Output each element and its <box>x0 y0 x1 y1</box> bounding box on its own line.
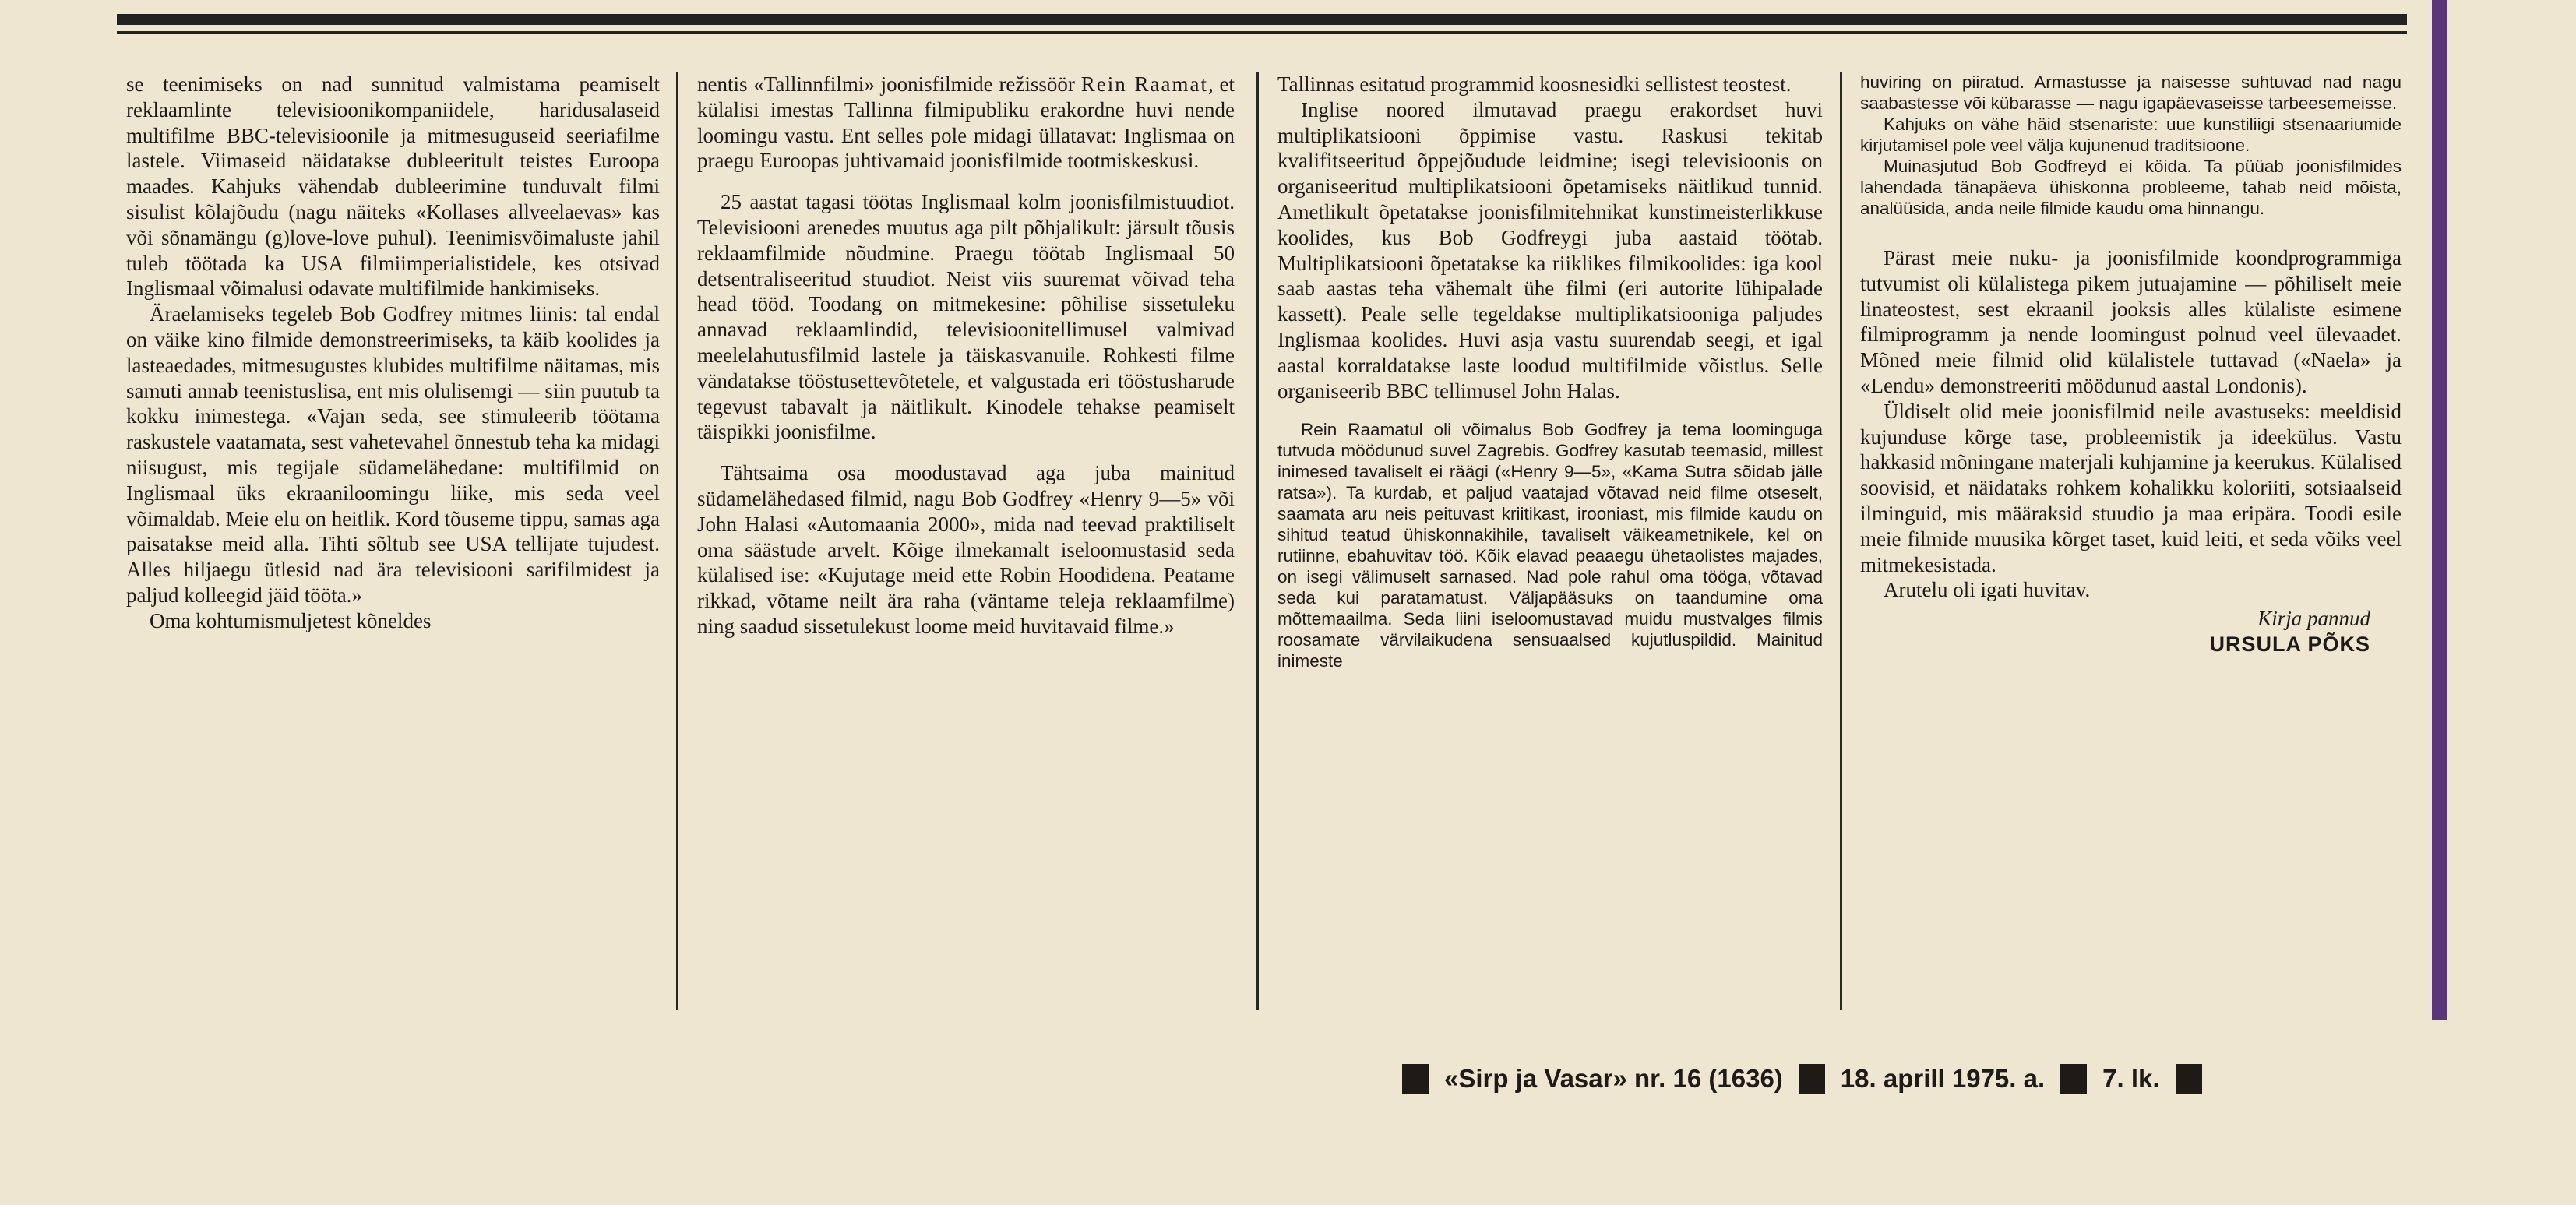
column-divider-1 <box>676 72 678 1010</box>
footer-block-marker <box>1799 1064 1825 1094</box>
col4-paragraph-3: Muinasjutud Bob Godfreyd ei köida. Ta püüab joonisfilmides lahendada tänapäeva ühiskonna probleeme, tahab neid mõista, analüüsida, anda neile filmide kaudu oma hinnangu. <box>1860 157 2402 218</box>
col1-paragraph-3: Oma kohtumismuljetest kõneldes <box>150 608 432 632</box>
column-2 <box>697 72 1235 1014</box>
purple-margin-bar <box>2432 0 2447 1020</box>
col2-paragraph-3: Tähtsaima osa moodustavad aga juba mainitud südamelähedased filmid, nagu Bob Godfrey «Henry 9—5» või John Halasi «Automaania 2000», mida nad teevad praktiliselt oma säästude arvelt. Kõige ilmekamalt iseloomustasid seda külalised ise: «Kujutage meid ette Robin Hoodidena. Peatame rikkad, võtame neilt ära raha (väntame teleja reklaamfilme) ning saadud sissetulekust loome meid huvitavaid filme.» <box>697 461 1235 638</box>
column-4 <box>1860 72 2402 1014</box>
col4-paragraph-6: Arutelu oli igati huvitav. <box>1884 578 2091 602</box>
col1-paragraph-2: Äraelamiseks tegeleb Bob Godfrey mitmes liinis: tal endal on väike kino filmide demonstreerimiseks, ta käib koolides ja lasteaedades, mitmesugustes klubides multifilme näitamas, mis samuti annab teenistuslisa, ent mis olulisemgi — siin puutub ta kokku inimestega. «Vajan seda, see stimuleerib töötama raskustele vaatamata, sest vahetevahel õnnestub teha ka midagi niisugust, mis tegijale südamelähedane: multifilmid on Inglismaal üks ekraaniloomingu liike, mis seda veel võimaldab. Meie elu on heitlik. Kord tõuseme tippu, samas aga paisatakse meid alla. Tihti sõltub see USA tellijate tujudest. Alles hiljaegu ütlesid nad ära televisiooni sarifilmidest ja paljud kolleegid jäid tööta.» <box>126 302 660 607</box>
col4-paragraph-1: huviring on piiratud. Armastusse ja naisesse suhtuvad nad nagu saabastesse või kübarasse — nagu igapäevaseisse tarbeesemeisse. <box>1860 72 2402 113</box>
top-rule-thin <box>117 31 2407 34</box>
footer-block-marker <box>2060 1064 2087 1094</box>
col2-paragraph-2: 25 aastat tagasi töötas Inglismaal kolm joonisfilmistuudiot. Televisiooni arenedes muutus aga pilt põhjalikult: järsult tõusis reklaamfilmide nõudmine. Praegu töötab Inglismaal 50 detsentraliseeritud stuudiot. Neist viis suuremat võivad teha head tööd. Toodang on mitmekesine: põhilise sissetuleku annavad reklaamlindid, televisioonitellimusel valmivad meelelahutusfilmid lastele ja täiskasvanuile. Rohkesti filme vändatakse tööstusettevõtetele, et valgustada eri tööstusharude tegevust tabavalt ja näitlikult. Kinodele tehakse peamiselt täispikki joonisfilme. <box>697 190 1235 444</box>
column-divider-3 <box>1840 72 1842 1010</box>
footer-block-marker <box>1402 1064 1429 1094</box>
author-label: Kirja pannud <box>2257 607 2370 631</box>
column-1 <box>126 72 660 1014</box>
top-rule-thick <box>117 14 2407 25</box>
author-rein-raamat: Rein Raamat <box>1080 72 1208 96</box>
column-3 <box>1277 72 1823 1014</box>
col3-paragraph-1: Tallinnas esitatud programmid koosnesidki sellistest teostest. <box>1277 72 1792 96</box>
footer-publication: «Sirp ja Vasar» nr. 16 (1636) <box>1444 1064 1783 1093</box>
col3-paragraph-3: Rein Raamatul oli võimalus Bob Godfrey ja tema loominguga tutvuda möödunud suvel Zagrebis. Godfrey kasutab teemasid, millest inimesed tavaliselt ei räägi («Henry 9—5», «Kama Sutra sõidab jälle ratsa»). Ta kurdab, et paljud vaatajad võtavad neid filme otseselt, saamata aru neis peituvast kriitikast, irooniast, mis filmide kaudu on sihitud teatud ühiskonnakihile, tavaliselt väikeametnikele, kel on rutiinne, ebahuvitav töö. Kõik elavad peaaegu ühetaolistes majades, on isegi välimuselt sarnased. Nad pole rahul oma tööga, võtavad seda kui paratamatust. Väljapääsuks on taandumine oma mõttemaailma. Seda liini iseloomustavad muidu mustvalges filmis roosamate värvilaikudena sensuaalsed kujutluspildid. Mainitud inimeste <box>1277 420 1823 671</box>
col4-paragraph-4: Pärast meie nuku- ja joonisfilmide koondprogrammiga tutvumist oli külalistega pikem jutuajamine — põhiliselt meie linateostest, sest ekraanil jooksis alles külaliste esimene filmiprogramm ja nende loomingust polnud veel ülevaadet. Mõned meie filmid olid külalistele tuttavad («Naela» ja «Lendu» demonstreeriti möödunud aastal Londonis). <box>1860 246 2402 397</box>
page-footer <box>1402 1059 2438 1098</box>
col2-paragraph-1-start: nentis «Tallinnfilmi» joonisfilmide režissöör <box>697 72 1081 96</box>
footer-page-number: 7. lk. <box>2102 1064 2160 1093</box>
column-divider-2 <box>1256 72 1259 1010</box>
col3-paragraph-2: Inglise noored ilmutavad praegu erakordset huvi multiplikatsiooni õppimise vastu. Raskusi tekitab kvalifitseeritud õppejõudude leidmine; isegi televisioonis on organiseeritud multiplikatsiooni õpetamiseks näitlikud tunnid. Ametlikult õpetatakse joonisfilmitehnikat kunstimeisterlikkuse koolides, kus Bob Godfreygi juba aastaid töötab. Multiplikatsiooni õpetatakse ka riiklikes filmikoolides: iga kool saab aastas teha vähemalt ühe filmi (eri autorite lühipalade kassett). Peale selle tegeldakse multiplikatsiooniga paljudes Inglismaa koolides. Huvi asja vastu suurendab seegi, et igal aastal korraldatakse laste loodud multifilmide võistlus. Selle organiseerib BBC tellimusel John Halas. <box>1277 97 1823 403</box>
footer-block-marker <box>2176 1064 2202 1094</box>
col2-paragraph-1 <box>697 72 1235 174</box>
col1-paragraph-1: se teenimiseks on nad sunnitud valmistama peamiselt reklaamlinte televisioonikompaniidele, haridusalaseid multifilme BBC-televisioonile ja mitmesuguseid seeriafilme lastele. Viimaseid näidatakse dubleeritult teistes Euroopa maades. Kahjuks vähendab dubleerimine tunduvalt filmi sisulist kõlajõudu (nagu näiteks «Kollases allveelaevas» kas või sõnamängu (g)love-love puhul). Teenimisvõimaluste jahil tuleb töötada ka USA filmiimperialistidele, kes otsivad Inglismaal võimalusi odavate multifilmide hankimiseks. <box>126 72 660 301</box>
footer-date: 18. aprill 1975. a. <box>1840 1064 2046 1093</box>
col4-paragraph-5: Üldiselt olid meie joonisfilmid neile avastuseks: meeldisid kujunduse kõrge tase, probleemistik ja ideekülus. Vastu hakkasid mõningane materjali kuhjamine ja keerukus. Külalised soovisid, et näidataks rohkem kohalikku koloriiti, sotsiaalseid ilminguid, mis määraksid stuudio ja maa eripära. Toodi esile meie filmide muusika kõrget taset, kuid leiti, et seda võiks veel mitmekesistada. <box>1860 399 2402 576</box>
author-name: URSULA PÕKS <box>2209 632 2370 656</box>
col4-paragraph-2: Kahjuks on vähe häid stsenariste: uue kunstiliigi stsenaariumide kirjutamisel pole veel välja kujunenud traditsioone. <box>1860 115 2402 155</box>
col2-paragraph-1-end: , et külalisi imestas Tallinna filmipubliku erakordne huvi nende loomingu vastu. Ent selles pole midagi üllatavat: Inglismaa on praegu Euroopas juhtivamaid joonisfilmide tootmiskeskusi. <box>697 72 1235 173</box>
